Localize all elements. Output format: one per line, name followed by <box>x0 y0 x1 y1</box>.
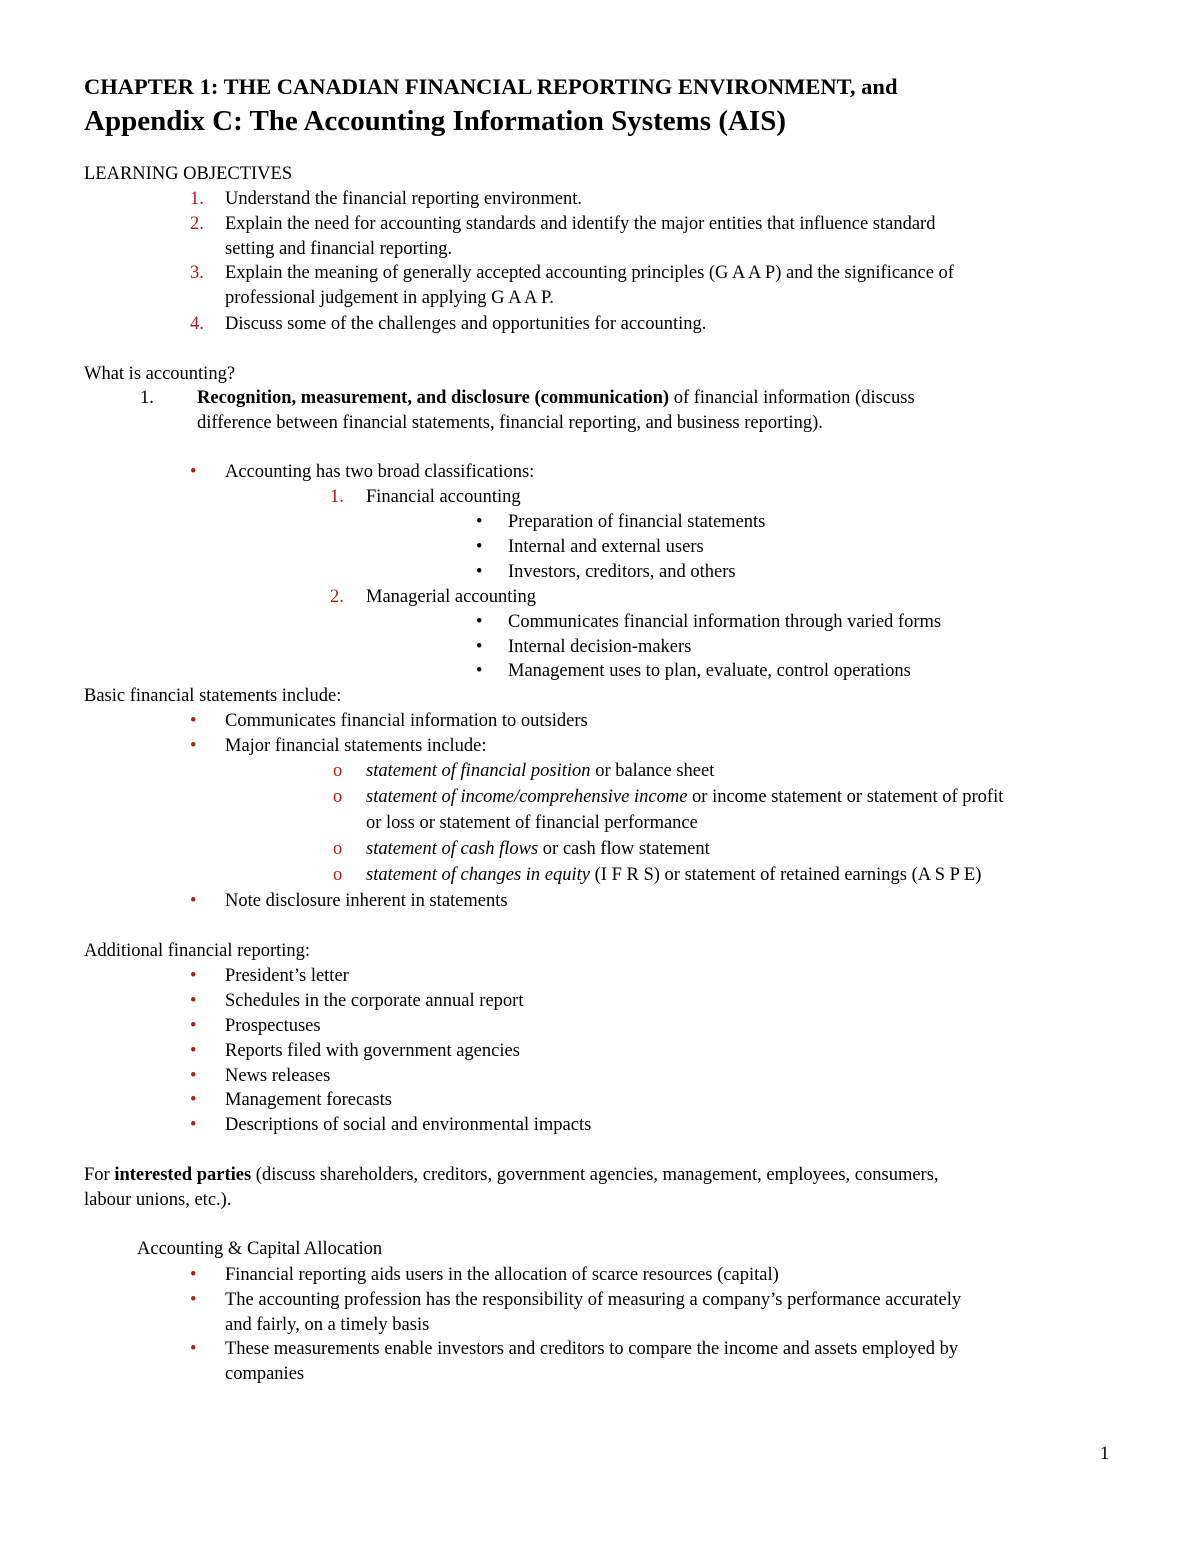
bullet-icon: • <box>190 462 197 482</box>
definition-number: 1. <box>140 388 154 408</box>
list-item: Descriptions of social and environmental impacts <box>225 1115 592 1135</box>
list-item-line2: and fairly, on a timely basis <box>225 1315 430 1335</box>
list-item: Communicates financial information through varied forms <box>508 612 942 632</box>
definition-rest: of financial information (discuss <box>669 388 915 408</box>
interested-parties-text <box>84 1164 939 1186</box>
page-number: 1 <box>1100 1444 1110 1464</box>
list-item: Investors, creditors, and others <box>508 562 736 582</box>
objective-number: 2. <box>190 214 204 234</box>
bullet-icon: • <box>190 1265 197 1285</box>
bullet-icon: • <box>476 512 483 532</box>
sub-bullet-icon: o <box>333 787 343 807</box>
bullet-icon: • <box>190 1041 197 1061</box>
bullet-icon: • <box>476 562 483 582</box>
list-item: Prospectuses <box>225 1016 321 1036</box>
statement-alt: or income statement or statement of profit <box>687 787 1004 807</box>
parties-rest: (discuss shareholders, creditors, government agencies, management, employees, consumers, <box>251 1165 939 1185</box>
parties-prefix: For <box>84 1165 115 1185</box>
managerial-accounting-label: Managerial accounting <box>366 587 537 607</box>
objective-number: 4. <box>190 314 204 334</box>
objective-text: Explain the need for accounting standards and identify the major entities that influence standard <box>225 214 936 234</box>
sub-bullet-icon: o <box>333 839 343 859</box>
statement-item <box>366 786 1003 808</box>
objective-text: Understand the financial reporting environment. <box>225 189 583 209</box>
statement-name: statement of changes in equity <box>366 865 591 885</box>
bullet-icon: • <box>190 736 197 756</box>
statement-item-line2: or loss or statement of financial performance <box>366 813 698 833</box>
list-item: Internal decision-makers <box>508 637 692 657</box>
bullet-icon: • <box>190 991 197 1011</box>
list-item: These measurements enable investors and creditors to compare the income and assets employed by <box>225 1339 959 1359</box>
sub-bullet-icon: o <box>333 865 343 885</box>
bullet-icon: • <box>190 1090 197 1110</box>
objective-text: Discuss some of the challenges and opportunities for accounting. <box>225 314 707 334</box>
bullet-icon: • <box>476 537 483 557</box>
list-item: Preparation of financial statements <box>508 512 766 532</box>
bullet-icon: • <box>190 1016 197 1036</box>
statement-alt: or cash flow statement <box>538 839 710 859</box>
list-item: Schedules in the corporate annual report <box>225 991 524 1011</box>
what-is-accounting-question: What is accounting? <box>84 364 236 384</box>
sub-bullet-icon: o <box>333 761 343 781</box>
list-item: Communicates financial information to outsiders <box>225 711 588 731</box>
bullet-icon: • <box>190 1066 197 1086</box>
financial-accounting-number: 1. <box>330 487 344 507</box>
bullet-icon: • <box>190 966 197 986</box>
capital-allocation-heading: Accounting & Capital Allocation <box>137 1239 383 1259</box>
list-item-line2: companies <box>225 1364 305 1384</box>
bullet-icon: • <box>190 1290 197 1310</box>
classifications-text: Accounting has two broad classifications: <box>225 462 535 482</box>
list-item: Note disclosure inherent in statements <box>225 891 508 911</box>
list-item: Internal and external users <box>508 537 704 557</box>
objective-number: 3. <box>190 263 204 283</box>
managerial-accounting-number: 2. <box>330 587 344 607</box>
chapter-title: CHAPTER 1: THE CANADIAN FINANCIAL REPORTING ENVIRONMENT, and <box>84 74 898 99</box>
additional-reporting-heading: Additional financial reporting: <box>84 941 311 961</box>
statement-alt: or balance sheet <box>590 761 715 781</box>
list-item: News releases <box>225 1066 331 1086</box>
objective-number: 1. <box>190 189 204 209</box>
list-item: Reports filed with government agencies <box>225 1041 520 1061</box>
list-item: Major financial statements include: <box>225 736 487 756</box>
objective-text: professional judgement in applying G A A P. <box>225 288 554 308</box>
bullet-icon: • <box>476 637 483 657</box>
objective-text: Explain the meaning of generally accepted accounting principles (G A A P) and the significance of <box>225 263 954 283</box>
statement-name: statement of cash flows <box>366 839 539 859</box>
bullet-icon: • <box>190 1115 197 1135</box>
objectives-heading: LEARNING OBJECTIVES <box>84 164 293 184</box>
financial-accounting-label: Financial accounting <box>366 487 521 507</box>
list-item: President’s letter <box>225 966 349 986</box>
statement-name: statement of financial position <box>366 761 591 781</box>
parties-bold: interested parties <box>114 1165 252 1185</box>
definition-text-line2: difference between financial statements, financial reporting, and business reporting). <box>197 413 823 433</box>
list-item: Management uses to plan, evaluate, control operations <box>508 661 911 681</box>
bullet-icon: • <box>190 711 197 731</box>
list-item: Financial reporting aids users in the allocation of scarce resources (capital) <box>225 1265 779 1285</box>
bullet-icon: • <box>190 1339 197 1359</box>
bullet-icon: • <box>476 661 483 681</box>
statement-alt: (I F R S) or statement of retained earnings (A S P E) <box>590 865 982 885</box>
statement-name: statement of income/comprehensive income <box>366 787 688 807</box>
list-item: The accounting profession has the responsibility of measuring a company’s performance accurately <box>225 1290 962 1310</box>
basic-statements-heading: Basic financial statements include: <box>84 686 342 706</box>
definition-bold: Recognition, measurement, and disclosure (communication) <box>197 388 670 408</box>
appendix-title: Appendix C: The Accounting Information Systems (AIS) <box>84 105 786 137</box>
statement-item <box>366 864 981 886</box>
definition-text <box>197 387 915 409</box>
bullet-icon: • <box>476 612 483 632</box>
interested-parties-line2: labour unions, etc.). <box>84 1190 232 1210</box>
statement-item <box>366 838 710 860</box>
objective-text: setting and financial reporting. <box>225 239 453 259</box>
statement-item <box>366 760 714 782</box>
list-item: Management forecasts <box>225 1090 392 1110</box>
bullet-icon: • <box>190 891 197 911</box>
